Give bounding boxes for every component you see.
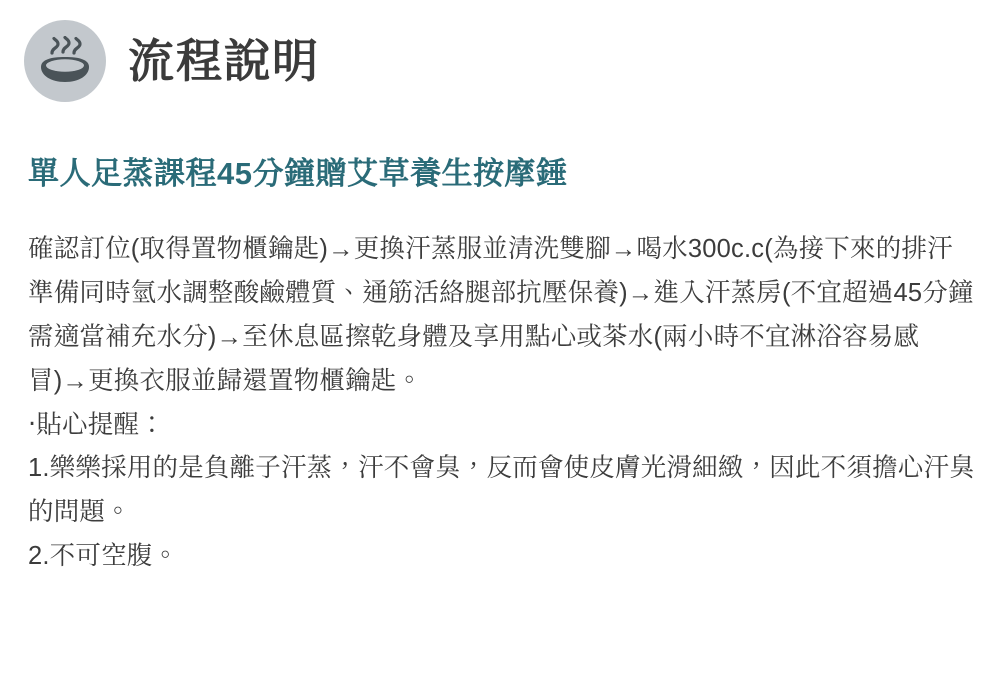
- flow-paragraph: 確認訂位(取得置物櫃鑰匙)→更換汗蒸服並清洗雙腳→喝水300c.c(為接下來的排汗準備同時氫水調整酸鹼體質、通筋活絡腿部抗壓保養)→進入汗蒸房(不宜超過45分鐘需適當補充水分)→至休息區擦乾身體及享用點心或茶水(兩小時不宜淋浴容易感冒)→更換衣服並歸還置物櫃鑰匙。: [28, 235, 974, 395]
- page-title: 流程說明: [128, 35, 320, 87]
- reminder-heading: ‧貼心提醒：: [28, 410, 165, 439]
- section-title: 單人足蒸課程45分鐘贈艾草養生按摩錘: [28, 156, 568, 191]
- reminder-item-2: 2.不可空腹。: [28, 542, 179, 571]
- page-header: [24, 0, 976, 100]
- hot-spring-icon: [24, 20, 106, 102]
- content-body: [28, 228, 976, 579]
- reminder-item-1: 1.樂樂採用的是負離子汗蒸，汗不會臭，反而會使皮膚光滑細緻，因此不須擔心汗臭的問題。: [28, 454, 975, 527]
